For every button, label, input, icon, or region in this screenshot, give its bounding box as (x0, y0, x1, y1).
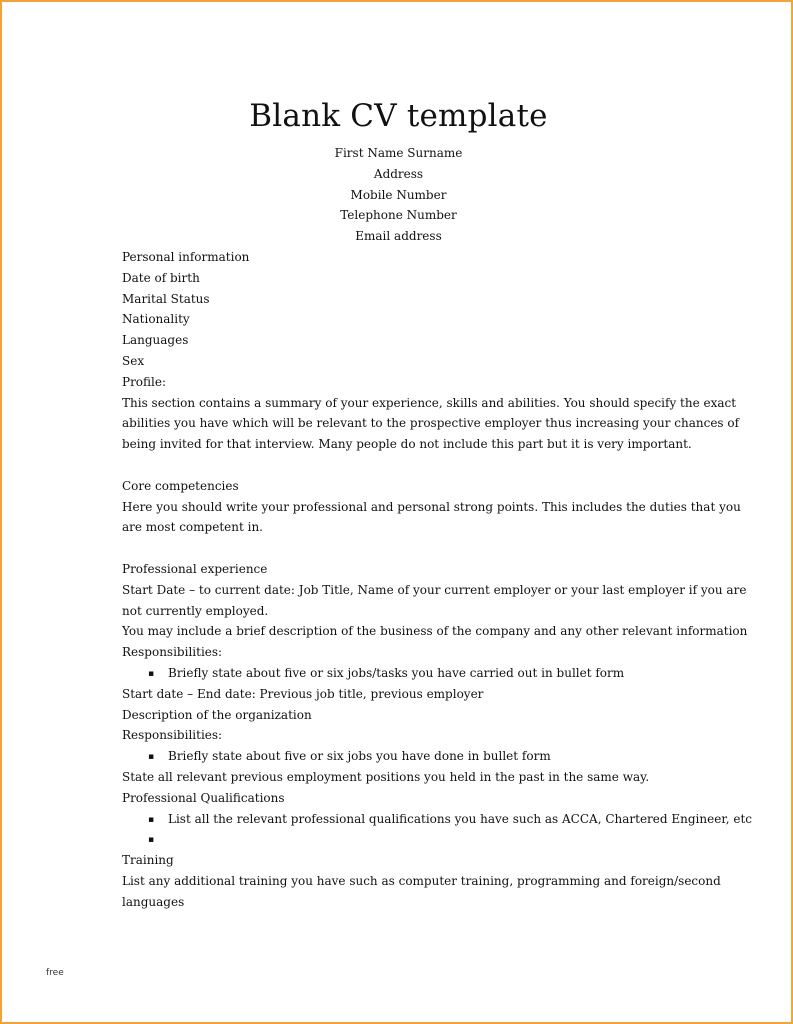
training-heading: Training (122, 853, 174, 868)
bullet-text: Briefly state about five or six jobs you have done in bullet form (168, 749, 551, 764)
experience-heading: Professional experience (122, 561, 268, 576)
experience-line: Start date – End date: Previous job title, previous employer (122, 686, 484, 701)
bullet-text: Briefly state about five or six jobs/tasks you have carried out in bullet form (168, 665, 625, 680)
profile-text-line: This section contains a summary of your experience, skills and abilities. You should specify the exact (122, 395, 737, 410)
core-competencies-text: Here you should write your professional and personal strong points. This includes the duties that you (122, 499, 741, 514)
sex-label: Sex (122, 353, 145, 368)
training-text: languages (122, 894, 185, 909)
footer-label: free (46, 968, 64, 978)
bullet-icon: ▪ (148, 814, 155, 825)
bullet-item (122, 809, 753, 830)
cv-body (122, 247, 753, 913)
spacer (122, 455, 682, 476)
date-of-birth-label: Date of birth (122, 270, 200, 285)
core-competencies-heading: Core competencies (122, 478, 239, 493)
training-text: List any additional training you have such as computer training, programming and foreign/second (122, 873, 721, 888)
languages-label: Languages (122, 333, 189, 348)
profile-label: Profile: (122, 374, 167, 389)
bullet-item (122, 663, 682, 684)
qualifications-heading: Professional Qualifications (122, 790, 285, 805)
profile-text-line: abilities you have which will be relevant to the prospective employer thus increasing your chances of (122, 416, 740, 431)
core-competencies-text: are most competent in. (122, 520, 263, 535)
contact-address: Address (373, 166, 424, 181)
bullet-icon: ▪ (148, 668, 155, 679)
spacer (122, 538, 682, 559)
responsibilities-label: Responsibilities: (122, 728, 223, 743)
contact-name: First Name Surname (334, 146, 463, 160)
bullet-item (122, 746, 682, 767)
document-title: Blank CV template (249, 98, 548, 134)
experience-line: You may include a brief description of the business of the company and any other relevant information (122, 624, 748, 639)
contact-block (2, 143, 793, 247)
experience-line: not currently employed. (122, 603, 269, 618)
responsibilities-label: Responsibilities: (122, 645, 223, 660)
bullet-icon: ▪ (148, 835, 155, 846)
experience-line: Start Date – to current date: Job Title, Name of your current employer or your last employer if you are (122, 582, 747, 597)
profile-text-line: being invited for that interview. Many people do not include this part but it is very important. (122, 437, 692, 452)
experience-line: Description of the organization (122, 707, 312, 722)
nationality-label: Nationality (122, 312, 190, 327)
contact-email: Email address (355, 229, 442, 244)
bullet-item (122, 829, 682, 850)
experience-line: State all relevant previous employment positions you held in the past in the same way. (122, 769, 650, 784)
personal-info-heading: Personal information (122, 250, 250, 264)
bullet-text: List all the relevant professional qualifications you have such as ACCA, Chartered Engineer, etc (168, 811, 753, 826)
marital-status-label: Marital Status (122, 291, 210, 306)
bullet-icon: ▪ (148, 752, 155, 763)
contact-mobile: Mobile Number (350, 187, 447, 202)
contact-telephone: Telephone Number (340, 208, 457, 223)
